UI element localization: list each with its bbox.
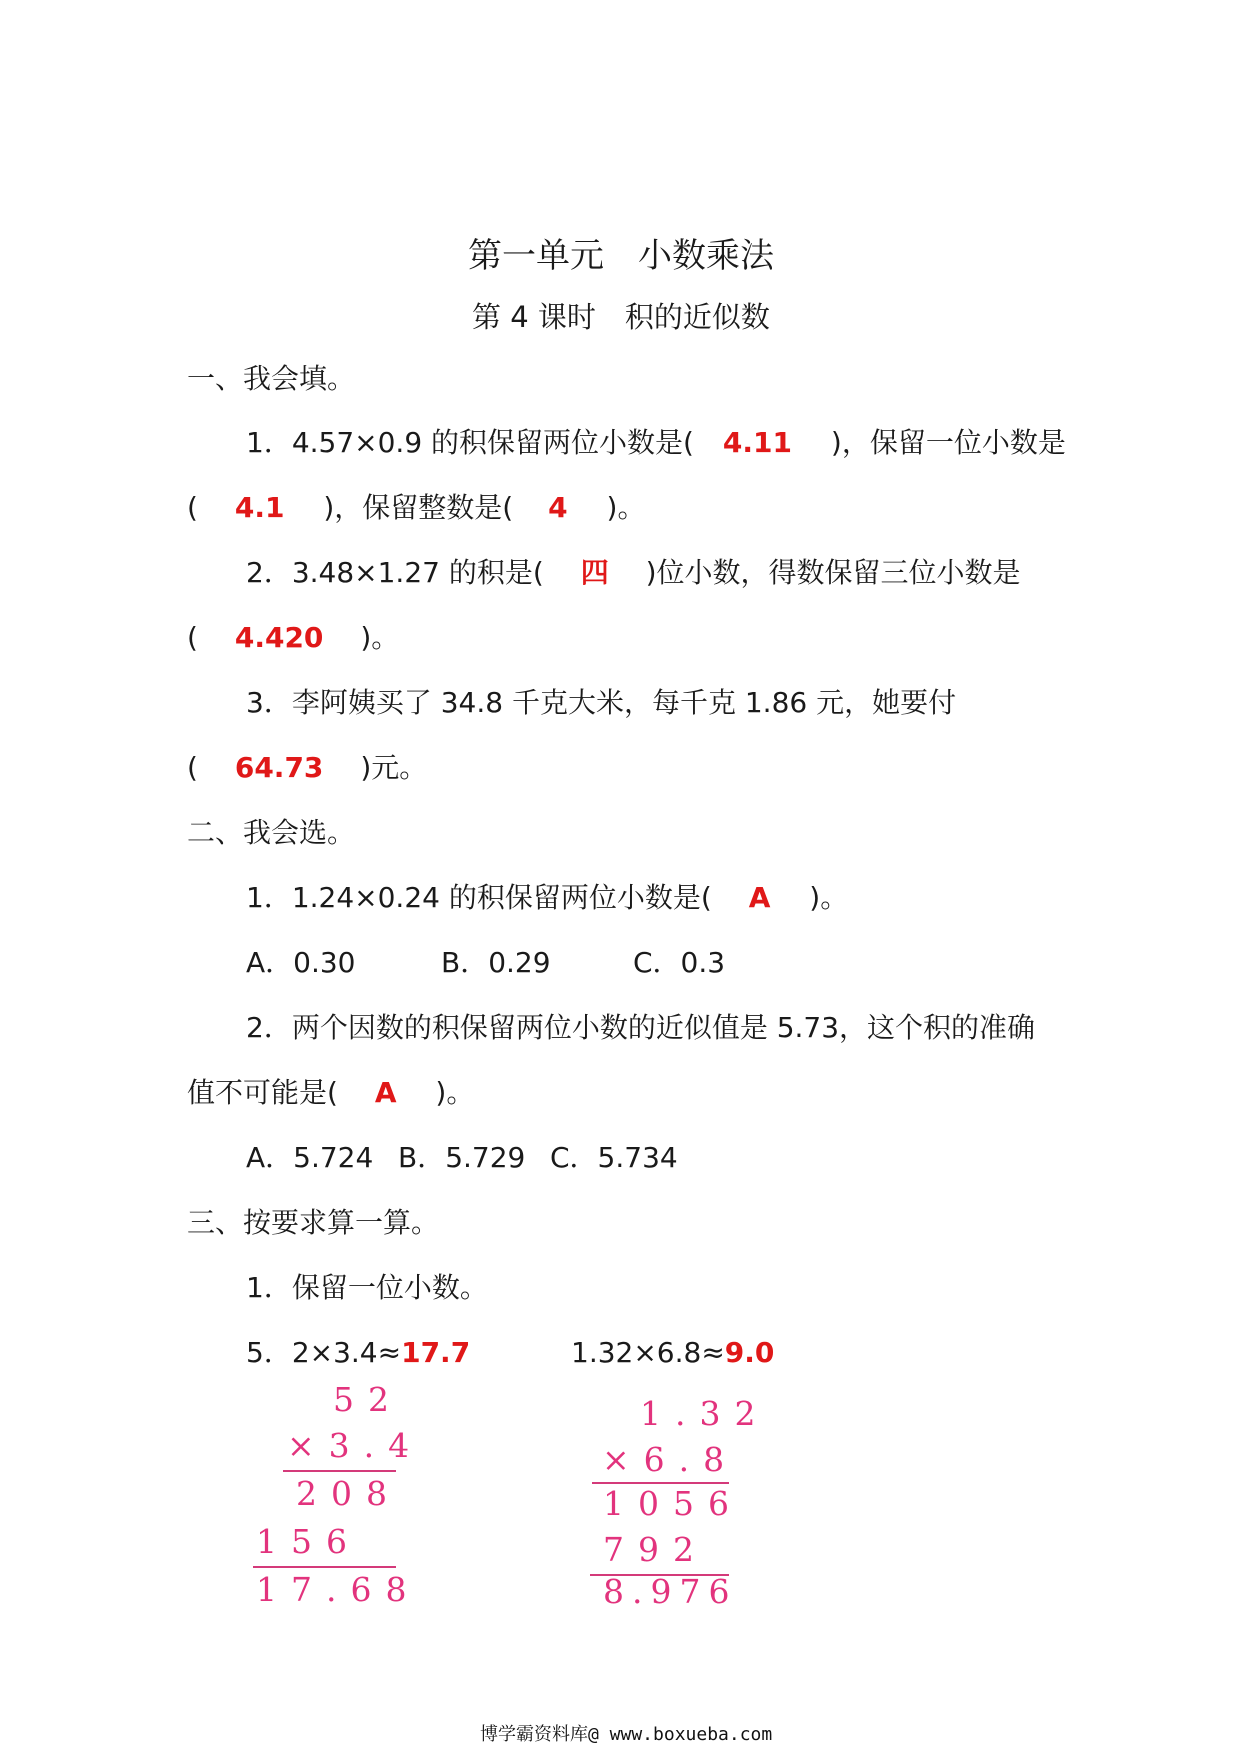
s1-q2-mid: )位小数，得数保留三位小数是 bbox=[645, 556, 1021, 589]
s2-q2-option-a: A．5.724 bbox=[246, 1141, 374, 1174]
s2-q1-option-a: A．0.30 bbox=[246, 946, 356, 979]
s3-calc2-expr: 1.32×6.8≈ bbox=[571, 1336, 725, 1369]
s1-q2-answer1: 四 bbox=[580, 556, 609, 589]
s1-q3-end: )元。 bbox=[360, 751, 428, 784]
s2-q2-pre2: 值不可能是( bbox=[187, 1076, 338, 1109]
s1-q3-open2: ( bbox=[187, 751, 198, 784]
s1-q2-line2 bbox=[187, 621, 399, 655]
work1-row5: 17.68 bbox=[256, 1570, 421, 1609]
work2-row4: 792 bbox=[603, 1530, 708, 1569]
s3-calc2 bbox=[571, 1336, 774, 1370]
s1-q1-end: )。 bbox=[606, 491, 646, 524]
s1-q3-answer1: 64.73 bbox=[234, 751, 324, 784]
s1-q1-answer3: 4 bbox=[548, 491, 568, 524]
s3-calc1-answer: 17.7 bbox=[401, 1336, 471, 1369]
s1-q3-line2 bbox=[187, 751, 427, 785]
s2-q2-line2 bbox=[187, 1076, 474, 1110]
s2-q2-end: )。 bbox=[435, 1076, 475, 1109]
s1-q2-pre: 2．3.48×1.27 的积是( bbox=[246, 556, 544, 589]
s1-q3-line1: 3．李阿姨买了 34.8 千克大米，每千克 1.86 元，她要付 bbox=[246, 686, 957, 719]
s1-q2-line1 bbox=[246, 556, 1021, 590]
work1-row2: ×3.4 bbox=[287, 1426, 424, 1465]
s2-q2-line1: 2．两个因数的积保留两位小数的近似值是 5.73，这个积的准确 bbox=[246, 1011, 1036, 1044]
page-title: 第一单元 小数乘法 bbox=[468, 236, 774, 276]
section1-heading: 一、我会填。 bbox=[187, 362, 356, 395]
s2-q1-line1 bbox=[246, 881, 848, 915]
lesson-subtitle: 第 4 课时 积的近似数 bbox=[472, 300, 770, 334]
s2-q1-option-c: C．0.3 bbox=[633, 946, 726, 979]
work1-rule1 bbox=[283, 1470, 396, 1472]
section2-heading: 二、我会选。 bbox=[187, 816, 356, 849]
work1-row4: 156 bbox=[256, 1522, 361, 1561]
s2-q1-option-b: B．0.29 bbox=[441, 946, 551, 979]
s3-calc1 bbox=[246, 1336, 470, 1370]
work2-row5: 8.976 bbox=[603, 1572, 738, 1611]
s1-q1-open2: ( bbox=[187, 491, 198, 524]
s3-calc2-answer: 9.0 bbox=[724, 1336, 775, 1369]
work2-row1: 1.32 bbox=[640, 1394, 770, 1433]
section3-heading: 三、按要求算一算。 bbox=[187, 1206, 440, 1239]
work2-row2: ×6.8 bbox=[602, 1440, 739, 1479]
s1-q1-answer2: 4.1 bbox=[234, 491, 285, 524]
footer-watermark: 博学霸资料库@ www.boxueba.com bbox=[480, 1724, 773, 1745]
s1-q2-end: )。 bbox=[360, 621, 400, 654]
s1-q1-line2 bbox=[187, 491, 645, 525]
s2-q1-answer1: A bbox=[748, 881, 771, 914]
s3-q1-label: 1．保留一位小数。 bbox=[246, 1271, 488, 1304]
s1-q1-mid: )，保留一位小数是 bbox=[830, 426, 1066, 459]
work1-row3: 208 bbox=[296, 1474, 401, 1513]
s1-q1-mid2: )，保留整数是( bbox=[323, 491, 514, 524]
s3-calc1-expr: 5．2×3.4≈ bbox=[246, 1336, 402, 1369]
s1-q1-line1 bbox=[246, 426, 1066, 460]
s2-q1-end: )。 bbox=[809, 881, 849, 914]
work1-row1: 52 bbox=[333, 1380, 403, 1419]
s1-q1-answer1: 4.11 bbox=[722, 426, 792, 459]
s1-q1-pre: 1．4.57×0.9 的积保留两位小数是( bbox=[246, 426, 694, 459]
s2-q2-answer1: A bbox=[374, 1076, 397, 1109]
s2-q2-option-c: C．5.734 bbox=[550, 1141, 678, 1174]
s2-q2-option-b: B．5.729 bbox=[398, 1141, 526, 1174]
s1-q2-open2: ( bbox=[187, 621, 198, 654]
s2-q1-pre: 1．1.24×0.24 的积保留两位小数是( bbox=[246, 881, 712, 914]
work2-row3: 1056 bbox=[603, 1484, 743, 1523]
work1-rule2 bbox=[253, 1566, 396, 1568]
s1-q2-answer2: 4.420 bbox=[234, 621, 324, 654]
